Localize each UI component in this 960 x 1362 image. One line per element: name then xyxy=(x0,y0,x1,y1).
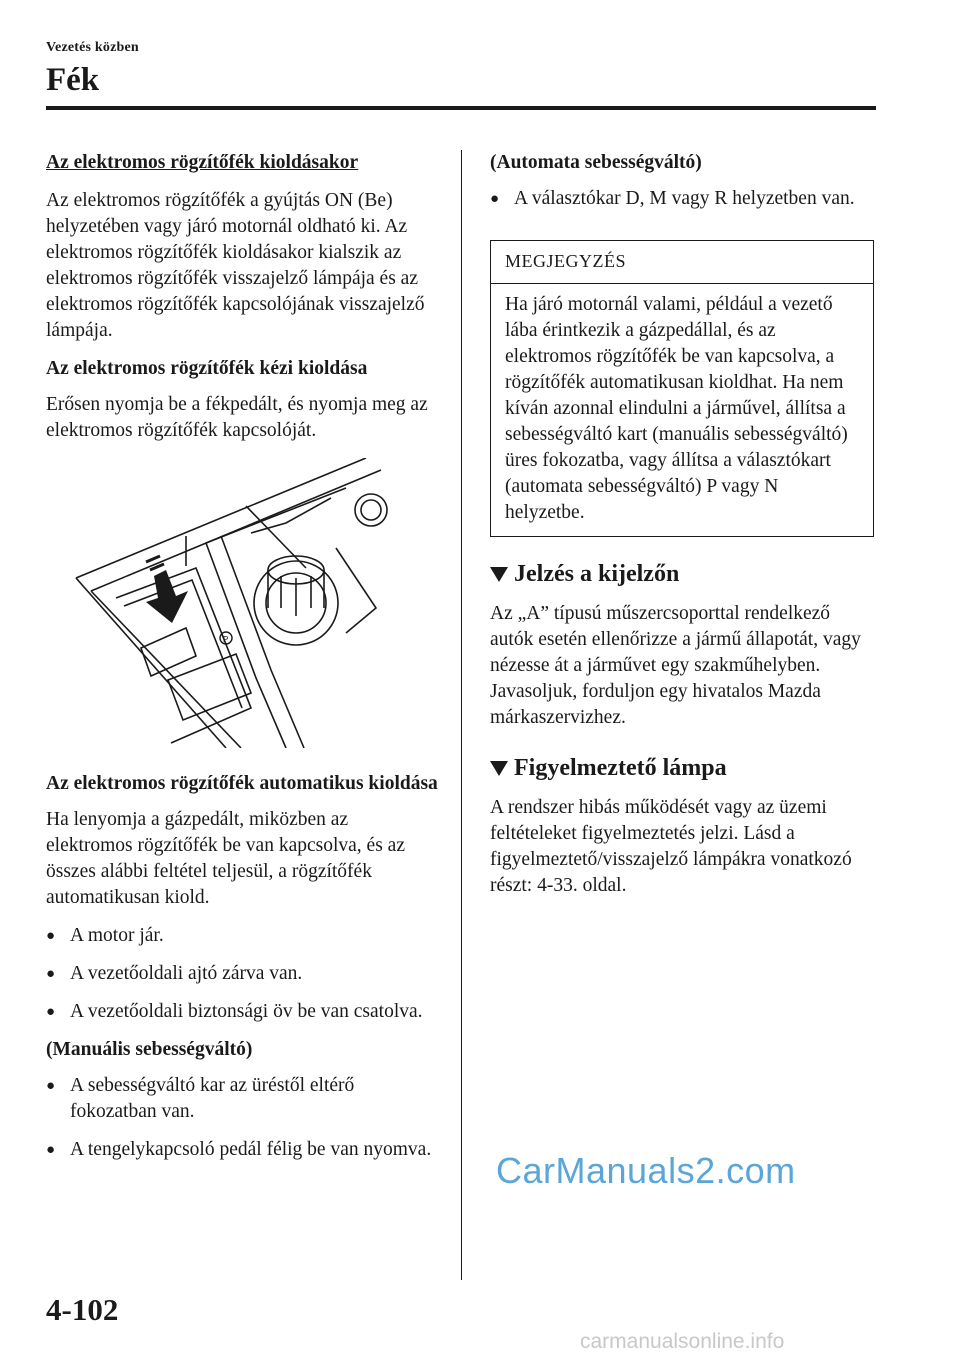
bullet-item: ● A vezetőoldali ajtó zárva van. xyxy=(46,961,438,987)
figure-p-label: P xyxy=(223,635,229,644)
bullet-item: ● A motor jár. xyxy=(46,923,438,949)
heading-release: Az elektromos rögzítőfék kioldásakor xyxy=(46,152,359,173)
bullet-icon: ● xyxy=(490,191,500,207)
header-rule xyxy=(46,106,876,110)
note-box xyxy=(490,240,874,537)
paragraph-warning-light: A rendszer hibás működését vagy az üzemi feltételeket figyelmeztetés jelzi. Lásd a figyelmeztető/visszajelző lámpákra vonatkozó részt: 4-33. oldal. xyxy=(490,797,852,896)
bullet-icon: ● xyxy=(46,1142,56,1158)
section-heading-display: Jelzés a kijelzőn xyxy=(490,559,876,589)
triangle-down-icon xyxy=(490,567,508,582)
parking-brake-switch-illustration xyxy=(46,458,438,748)
heading-auto-release: Az elektromos rögzítőfék automatikus kioldása xyxy=(46,773,438,794)
paragraph-auto-release: Ha lenyomja a gázpedált, miközben az elektromos rögzítőfék be van kapcsolva, és az összes alábbi feltétel teljesül, a rögzítőfék automatikusan kiold. xyxy=(46,809,405,908)
paragraph-release: Az elektromos rögzítőfék a gyújtás ON (Be) helyzetében vagy járó motornál oldható ki. Az elektromos rögzítőfék kioldásakor kialszik az elektromos rögzítőfék visszajelző lámpája és az elektromos rögzítőfék kapcsolójának visszajelző lámpája. xyxy=(46,190,425,341)
paragraph-manual-release: Erősen nyomja be a fékpedált, és nyomja meg az elektromos rögzítőfék kapcsolóját. xyxy=(46,394,428,441)
note-body: Ha járó motornál valami, például a vezető lába érintkezik a gázpedállal, és az elektromos rögzítőfék be van kapcsolva, a rögzítőfék automatikusan kioldhat. Ha nem kíván azonnal elindulni a járművel, állítsa a sebességváltó kart (manuális sebességváltó) üres fokozatba, vagy állítsa a választókart (automata sebességváltó) P vagy N helyzetbe. xyxy=(505,294,848,523)
bullet-item: ● A választókar D, M vagy R helyzetben van. xyxy=(490,186,876,212)
right-column xyxy=(490,150,876,899)
heading-automatic-transmission: (Automata sebességváltó) xyxy=(490,152,702,173)
heading-manual-release: Az elektromos rögzítőfék kézi kioldása xyxy=(46,358,368,379)
paragraph-display: Az „A” típusú műszercsoporttal rendelkező autók esetén ellenőrizze a jármű állapotát, vagy nézesse át a járművet egy szakműhelyben. Javasoljuk, forduljon egy hivatalos Mazda márkaszervizhez. xyxy=(490,603,861,728)
header-section-label: Vezetés közben xyxy=(46,40,139,55)
column-divider xyxy=(461,150,462,1280)
bullet-icon: ● xyxy=(46,928,56,944)
watermark-logo: CarManuals2.com xyxy=(496,1150,796,1191)
bullet-icon: ● xyxy=(46,966,56,982)
bullet-item: ● A sebességváltó kar az üréstől eltérő fokozatban van. xyxy=(46,1073,438,1125)
page-title: Fék xyxy=(46,62,100,98)
section-heading-warning-light: Figyelmeztető lámpa xyxy=(490,753,876,783)
page-number: 4-102 xyxy=(46,1292,119,1327)
bullet-item: ● A vezetőoldali biztonsági öv be van csatolva. xyxy=(46,999,438,1025)
bullet-item: ● A tengelykapcsoló pedál félig be van nyomva. xyxy=(46,1137,438,1163)
triangle-down-icon xyxy=(490,761,508,776)
bullet-icon: ● xyxy=(46,1078,56,1094)
bullet-icon: ● xyxy=(46,1004,56,1020)
heading-manual-transmission: (Manuális sebességváltó) xyxy=(46,1039,253,1060)
note-heading: MEGJEGYZÉS xyxy=(491,241,873,284)
footer-site-mark: carmanualsonline.info xyxy=(580,1330,785,1353)
left-column xyxy=(46,150,438,1175)
